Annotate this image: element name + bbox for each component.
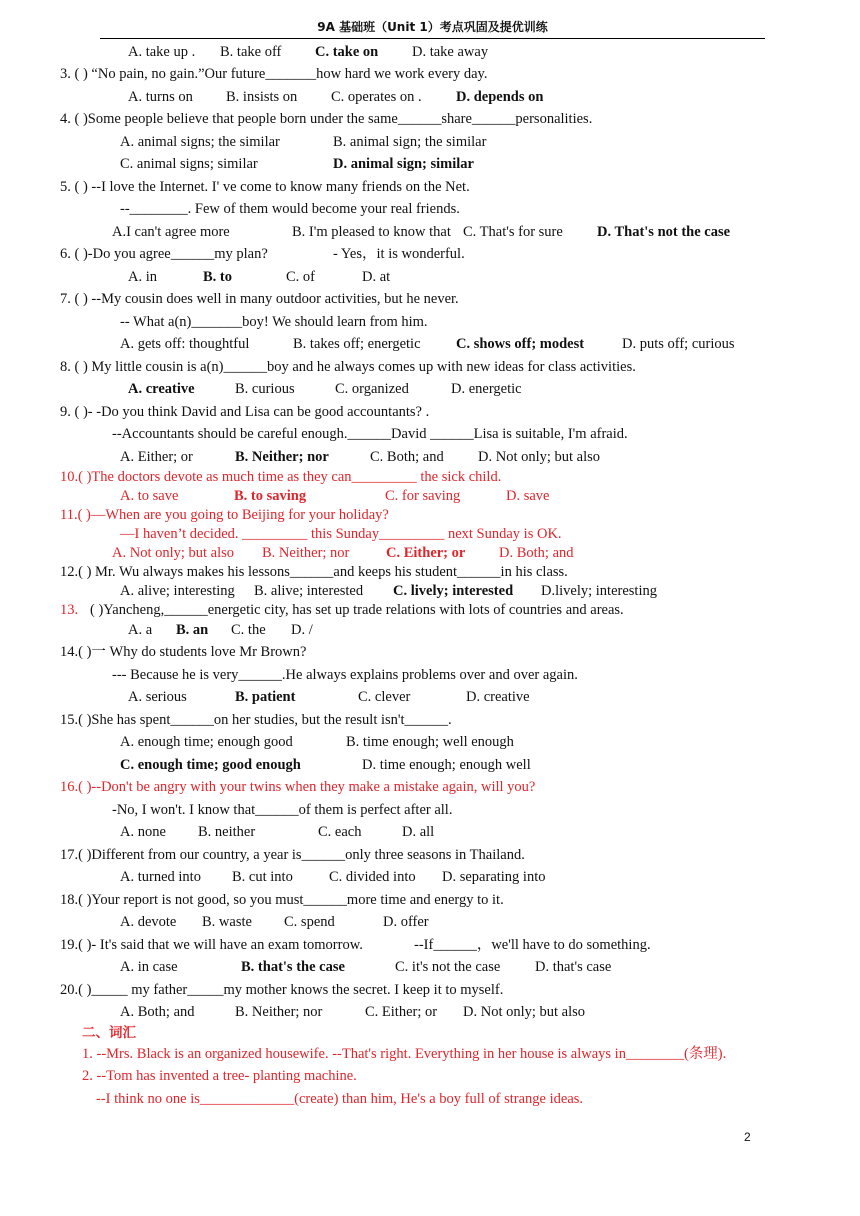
worksheet-line: A.I can't agree more xyxy=(112,224,230,240)
answer-option: B. an xyxy=(176,622,209,638)
answer-option: B. alive; interested xyxy=(254,583,364,599)
worksheet-line: 二、词汇 xyxy=(82,1025,136,1041)
answer-option: B. take off xyxy=(220,44,282,60)
answer-option: C. spend xyxy=(284,914,335,930)
worksheet-line: A. enough time; enough good xyxy=(120,734,293,750)
worksheet-line: A. gets off: thoughtful xyxy=(120,336,250,352)
answer-option: C. lively; interested xyxy=(393,583,514,599)
worksheet-line: 18.( )Your report is not good, so you must______more time and energy to it. xyxy=(60,892,504,908)
worksheet-line: A. Not only; but also xyxy=(112,545,235,561)
answer-option: B. I'm pleased to know that xyxy=(292,224,451,240)
worksheet-line: -- What a(n)_______boy! We should learn from him. xyxy=(120,314,428,330)
answer-option: B. Neither; nor xyxy=(235,1004,323,1020)
answer-option: - Yes，it is wonderful. xyxy=(333,246,465,262)
answer-option: B. time enough; well enough xyxy=(346,734,514,750)
worksheet-line: 10.( )The doctors devote as much time as they can_________ the sick child. xyxy=(60,469,502,485)
answer-option: D. that's case xyxy=(535,959,612,975)
worksheet-line: 3. ( ) “No pain, no gain.”Our future_______how hard we work every day. xyxy=(60,66,488,82)
worksheet-line: A. devote xyxy=(120,914,177,930)
answer-option: D. Not only; but also xyxy=(478,449,601,465)
worksheet-line: --Accountants should be careful enough.______David ______Lisa is suitable, I'm afraid. xyxy=(112,426,628,442)
worksheet-line: A. alive; interesting xyxy=(120,583,235,599)
answer-option: C. take on xyxy=(315,44,379,60)
answer-option: C. the xyxy=(231,622,266,638)
worksheet-line: 8. ( ) My little cousin is a(n)______boy and he always comes up with new ideas for class activities. xyxy=(60,359,636,375)
worksheet-line: A. turns on xyxy=(128,89,193,105)
answer-option: C. operates on . xyxy=(331,89,422,105)
worksheet-line: 12.( ) Mr. Wu always makes his lessons______and keeps his student______in his class. xyxy=(60,564,568,580)
worksheet-line: A. to save xyxy=(120,488,179,504)
worksheet-line: A. Either; or xyxy=(120,449,193,465)
worksheet-line: 15.( )She has spent______on her studies, but the result isn't______. xyxy=(60,712,452,728)
worksheet-line: A. take up . xyxy=(128,44,196,60)
answer-option: C. it's not the case xyxy=(395,959,501,975)
answer-option: B. that's the case xyxy=(241,959,345,975)
answer-option: C. of xyxy=(286,269,315,285)
worksheet-line: C. enough time; good enough xyxy=(120,757,301,773)
answer-option: D. all xyxy=(402,824,435,840)
answer-option: D. at xyxy=(362,269,391,285)
worksheet-line: --I think no one is_____________(create) than him, He's a boy full of strange ideas. xyxy=(96,1091,584,1107)
answer-option: ( )Yancheng,______energetic city, has set up trade relations with lots of countries and areas. xyxy=(90,602,624,618)
answer-option: D. puts off; curious xyxy=(622,336,735,352)
answer-option: C. for saving xyxy=(385,488,461,504)
answer-option: C. That's for sure xyxy=(463,224,563,240)
worksheet-line: 16.( )--Don't be angry with your twins when they make a mistake again, will you? xyxy=(60,779,536,795)
answer-option: C. clever xyxy=(358,689,411,705)
answer-option: D. save xyxy=(506,488,550,504)
worksheet-line: A. in case xyxy=(120,959,178,975)
answer-option: B. Neither; nor xyxy=(235,449,329,465)
answer-option: B. patient xyxy=(235,689,296,705)
answer-option: D. offer xyxy=(383,914,429,930)
answer-option: --If______，we'll have to do something. xyxy=(414,937,651,953)
worksheet-line: A. none xyxy=(120,824,166,840)
answer-option: D. energetic xyxy=(451,381,522,397)
worksheet-line: A. animal signs; the similar xyxy=(120,134,280,150)
answer-option: B. cut into xyxy=(232,869,293,885)
answer-option: D. That's not the case xyxy=(597,224,731,240)
answer-option: D. / xyxy=(291,622,313,638)
answer-option: B. animal sign; the similar xyxy=(333,134,487,150)
answer-option: C. divided into xyxy=(329,869,416,885)
worksheet-line: A. Both; and xyxy=(120,1004,195,1020)
answer-option: B. neither xyxy=(198,824,256,840)
worksheet-line: 17.( )Different from our country, a year is______only three seasons in Thailand. xyxy=(60,847,525,863)
worksheet-line: 1. --Mrs. Black is an organized housewife. --That's right. Everything in her house is always in________(条理). xyxy=(82,1046,727,1062)
answer-option: C. organized xyxy=(335,381,409,397)
answer-option: B. insists on xyxy=(226,89,298,105)
worksheet-line: C. animal signs; similar xyxy=(120,156,258,172)
answer-option: B. Neither; nor xyxy=(262,545,350,561)
answer-option: D. time enough; enough well xyxy=(362,757,531,773)
answer-option: D. take away xyxy=(412,44,489,60)
answer-option: C. Either; or xyxy=(386,545,466,561)
worksheet-line: A. serious xyxy=(128,689,187,705)
answer-option: D. animal sign; similar xyxy=(333,156,474,172)
worksheet-line: --- Because he is very______.He always explains problems over and over again. xyxy=(112,667,578,683)
answer-option: C. Both; and xyxy=(370,449,444,465)
page-header-title: 9A 基础班（Unit 1）考点巩固及提优训练 xyxy=(317,20,548,34)
answer-option: B. to saving xyxy=(234,488,307,504)
answer-option: C. each xyxy=(318,824,362,840)
worksheet-line: A. in xyxy=(128,269,157,285)
page-number: 2 xyxy=(744,1130,751,1144)
worksheet-line: A. a xyxy=(128,622,153,638)
worksheet-line: 9. ( )- -Do you think David and Lisa can be good accountants? . xyxy=(60,404,430,420)
worksheet-line: 14.( )一 Why do students love Mr Brown? xyxy=(60,644,307,660)
answer-option: D. separating into xyxy=(442,869,546,885)
worksheet-line: 20.( )_____ my father_____my mother knows the secret. I keep it to myself. xyxy=(60,982,504,998)
worksheet-line: —I haven’t decided. _________ this Sunday_________ next Sunday is OK. xyxy=(120,526,562,542)
worksheet-line: 19.( )- It's said that we will have an exam tomorrow. xyxy=(60,937,363,953)
worksheet-line: 2. --Tom has invented a tree- planting machine. xyxy=(82,1068,357,1084)
answer-option: D. Not only; but also xyxy=(463,1004,586,1020)
worksheet-line: 5. ( ) --I love the Internet. I' ve come to know many friends on the Net. xyxy=(60,179,470,195)
worksheet-line: 4. ( )Some people believe that people born under the same______share______personalities. xyxy=(60,111,593,127)
answer-option: B. curious xyxy=(235,381,295,397)
worksheet-line: 6. ( )-Do you agree______my plan? xyxy=(60,246,268,262)
worksheet-line: A. creative xyxy=(128,381,195,397)
worksheet-line: 11.( )—When are you going to Beijing for your holiday? xyxy=(60,507,389,523)
worksheet-line: 7. ( ) --My cousin does well in many outdoor activities, but he never. xyxy=(60,291,459,307)
answer-option: B. to xyxy=(203,269,232,285)
worksheet-line: 13. xyxy=(60,602,79,618)
answer-option: C. shows off; modest xyxy=(456,336,585,352)
header-rule xyxy=(100,38,765,39)
answer-option: D. depends on xyxy=(456,89,544,105)
answer-option: D.lively; interesting xyxy=(541,583,657,599)
answer-option: D. creative xyxy=(466,689,530,705)
answer-option: D. Both; and xyxy=(499,545,574,561)
answer-option: C. Either; or xyxy=(365,1004,438,1020)
worksheet-line: -No, I won't. I know that______of them is perfect after all. xyxy=(112,802,453,818)
worksheet-line: --________. Few of them would become your real friends. xyxy=(120,201,460,217)
answer-option: B. takes off; energetic xyxy=(293,336,421,352)
answer-option: B. waste xyxy=(202,914,252,930)
worksheet-line: A. turned into xyxy=(120,869,201,885)
